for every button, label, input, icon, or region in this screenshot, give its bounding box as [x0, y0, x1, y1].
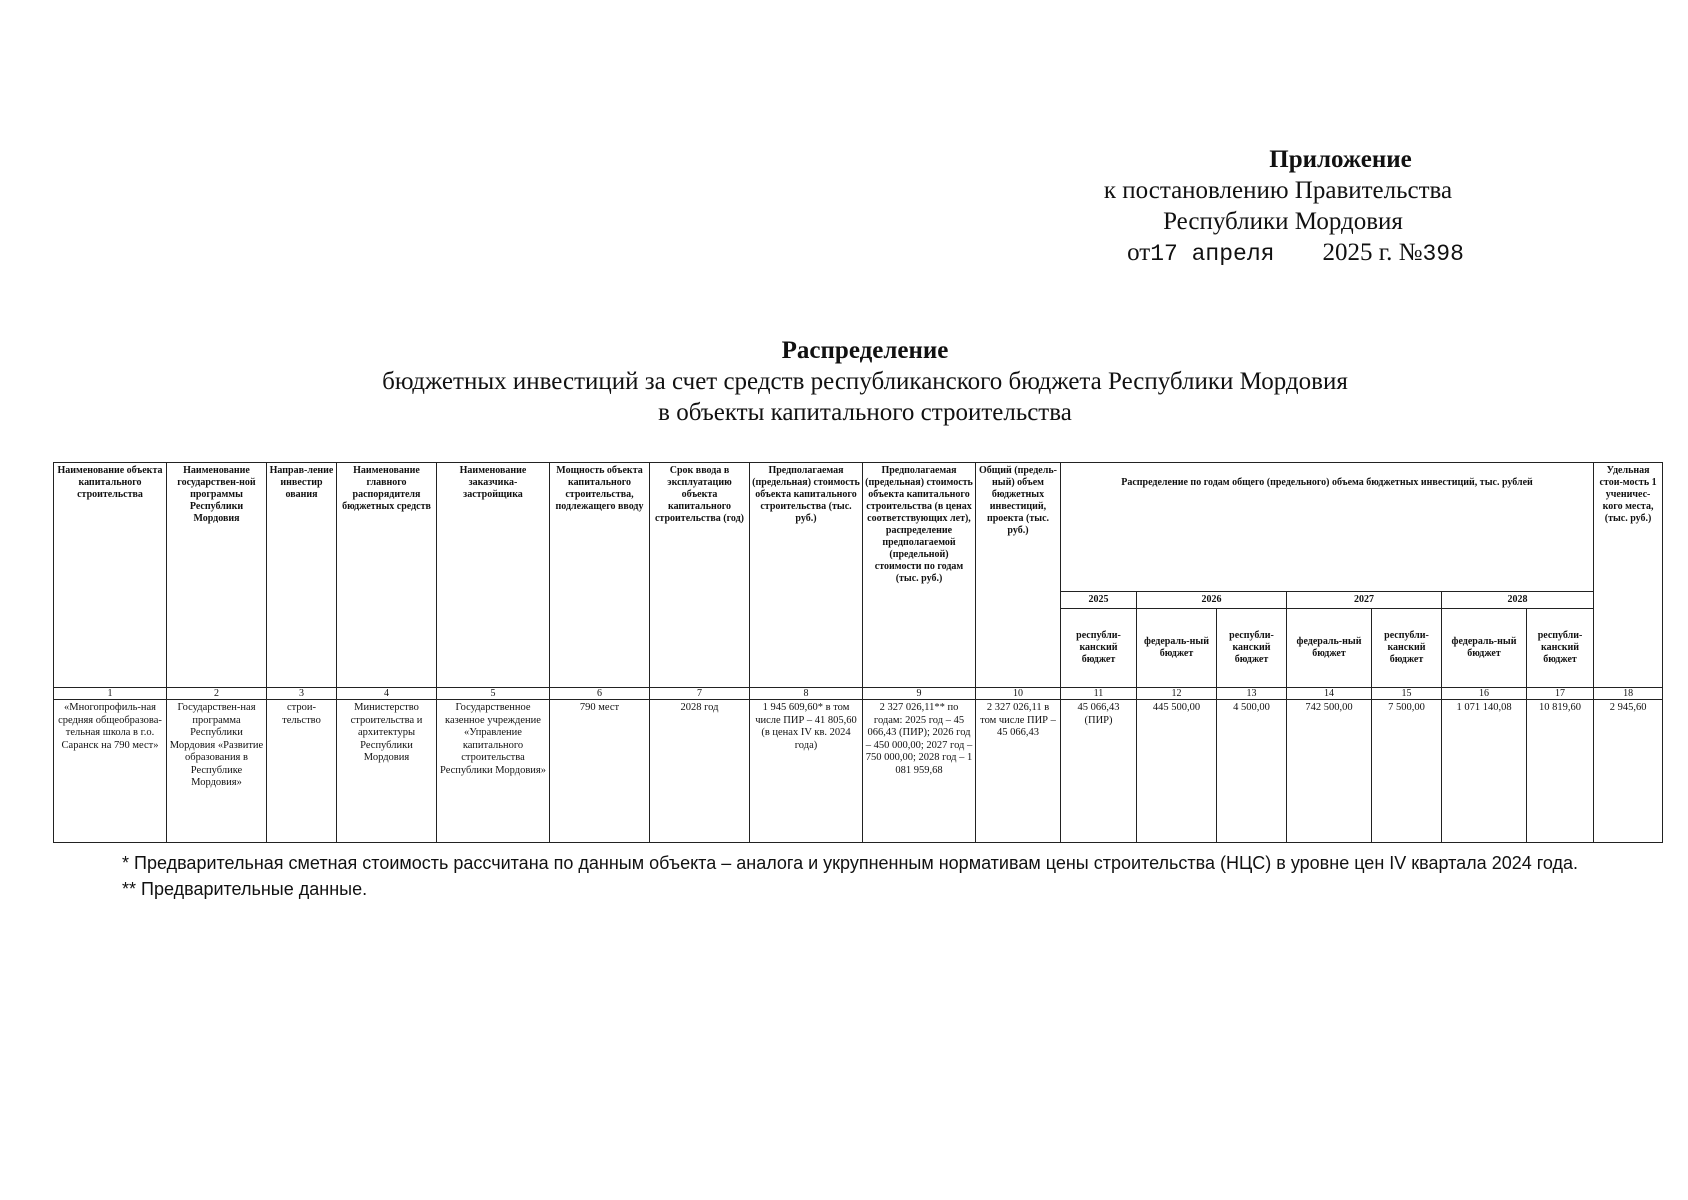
cell-2028-regional: 10 819,60	[1527, 700, 1594, 843]
column-number: 12	[1137, 688, 1217, 700]
cell-2028-federal: 1 071 140,08	[1442, 700, 1527, 843]
appendix-date: 17 апреля	[1150, 241, 1275, 267]
appendix-line-resolution: к постановлению Правительства	[1103, 177, 1453, 204]
header-2028-federal: федераль-ный бюджет	[1442, 609, 1527, 688]
cell-2026-federal: 445 500,00	[1137, 700, 1217, 843]
header-distribution: Распределение по годам общего (предельного) объема бюджетных инвестиций, тыс. рублей	[1061, 463, 1594, 592]
cell-2027-regional: 7 500,00	[1372, 700, 1442, 843]
column-number: 6	[550, 688, 650, 700]
header-program: Наименование государствен-ной программы Республики Мордовия	[167, 463, 267, 688]
header-2027-federal: федераль-ный бюджет	[1287, 609, 1372, 688]
document-title: Распределение	[781, 337, 949, 364]
column-number: 3	[267, 688, 337, 700]
column-number: 10	[976, 688, 1061, 700]
header-customer: Наименование заказчика-застройщика	[437, 463, 550, 688]
column-number: 15	[1372, 688, 1442, 700]
footnote-preliminary-cost: * Предварительная сметная стоимость рассчитана по данным объекта – аналога и укрупненным нормативам цены строительства (НЦС) в уровне цен IV квартала 2024 года.	[122, 853, 1579, 873]
cell-unit-cost: 2 945,60	[1594, 700, 1663, 843]
header-2028-regional: республи-канский бюджет	[1527, 609, 1594, 688]
cell-2025-regional: 45 066,43 (ПИР)	[1061, 700, 1137, 843]
header-total-volume: Общий (предель-ный) объем бюджетных инвестиций, проекта (тыс. руб.)	[976, 463, 1061, 688]
column-number: 7	[650, 688, 750, 700]
cell-main-manager: Министерство строительства и архитектуры Республики Мордовия	[337, 700, 437, 843]
document-heading	[0, 335, 1688, 428]
column-number: 13	[1217, 688, 1287, 700]
cell-2027-federal: 742 500,00	[1287, 700, 1372, 843]
column-number: 4	[337, 688, 437, 700]
column-number: 14	[1287, 688, 1372, 700]
header-estimated-cost: Предполагаемая (предельная) стоимость объекта капитального строительства (тыс. руб.)	[750, 463, 863, 688]
header-object-name: Наименование объекта капитального строительства	[54, 463, 167, 688]
column-number-row	[54, 688, 1663, 700]
column-number: 5	[437, 688, 550, 700]
appendix-line-republic: Республики Мордовия	[1163, 208, 1403, 235]
cell-object-name: «Многопрофиль-ная средняя общеобразова-тельная школа в г.о. Саранск на 790 мест»	[54, 700, 167, 843]
footnote-preliminary-data: ** Предварительные данные.	[122, 879, 368, 899]
cell-commission-term: 2028 год	[650, 700, 750, 843]
column-number: 11	[1061, 688, 1137, 700]
column-number: 17	[1527, 688, 1594, 700]
cell-cost-by-years: 2 327 026,11** по годам: 2025 год – 45 066,43 (ПИР); 2026 год – 450 000,00; 2027 год – 750 000,00; 2028 год – 1 081 959,68	[863, 700, 976, 843]
header-2026-regional: республи-канский бюджет	[1217, 609, 1287, 688]
appendix-title: Приложение	[1269, 146, 1412, 173]
header-year-2026: 2026	[1137, 592, 1287, 609]
column-number: 18	[1594, 688, 1663, 700]
header-year-2025: 2025	[1061, 592, 1137, 609]
appendix-year: 2025 г. №	[1322, 239, 1423, 266]
column-number: 1	[54, 688, 167, 700]
header-unit-cost: Удельная стои-мость 1 ученичес-кого места, (тыс. руб.)	[1594, 463, 1663, 688]
column-number: 2	[167, 688, 267, 700]
cell-estimated-cost: 1 945 609,60* в том числе ПИР – 41 805,60 (в ценах IV кв. 2024 года)	[750, 700, 863, 843]
document-subtitle-line2: в объекты капитального строительства	[658, 399, 1072, 426]
column-number: 8	[750, 688, 863, 700]
header-row-1	[54, 463, 1663, 592]
cell-direction: строи-тельство	[267, 700, 337, 843]
footnotes	[122, 850, 1578, 902]
cell-capacity: 790 мест	[550, 700, 650, 843]
appendix-number: 398	[1422, 241, 1464, 267]
header-cost-by-years: Предполагаемая (предельная) стоимость объекта капитального строительства (в ценах соответствующих лет), распределение предполагаемой (предельной) стоимости по годам (тыс. руб.)	[863, 463, 976, 688]
cell-2026-regional: 4 500,00	[1217, 700, 1287, 843]
document-subtitle-line1: бюджетных инвестиций за счет средств республиканского бюджета Республики Мордовия	[382, 368, 1348, 395]
cell-total-volume: 2 327 026,11 в том числе ПИР – 45 066,43	[976, 700, 1061, 843]
table-row	[54, 700, 1663, 843]
header-capacity: Мощность объекта капитального строительства, подлежащего вводу	[550, 463, 650, 688]
column-number: 9	[863, 688, 976, 700]
header-2027-regional: республи-канский бюджет	[1372, 609, 1442, 688]
cell-customer: Государственное казенное учреждение «Управление капитального строительства Республики Мордовия»	[437, 700, 550, 843]
appendix-date-prefix: от	[1127, 239, 1151, 266]
investment-table	[53, 462, 1663, 843]
header-year-2027: 2027	[1287, 592, 1442, 609]
appendix-date-line	[1103, 237, 1488, 270]
header-commission-term: Срок ввода в эксплуатацию объекта капитального строительства (год)	[650, 463, 750, 688]
cell-program: Государствен-ная программа Республики Мордовия «Развитие образования в Республике Мордовия»	[167, 700, 267, 843]
header-2026-federal: федераль-ный бюджет	[1137, 609, 1217, 688]
appendix-block	[1068, 144, 1488, 270]
header-main-manager: Наименование главного распорядителя бюджетных средств	[337, 463, 437, 688]
header-2025-regional: республи-канский бюджет	[1061, 609, 1137, 688]
header-year-2028: 2028	[1442, 592, 1594, 609]
header-direction: Направ-ление инвестир ования	[267, 463, 337, 688]
column-number: 16	[1442, 688, 1527, 700]
